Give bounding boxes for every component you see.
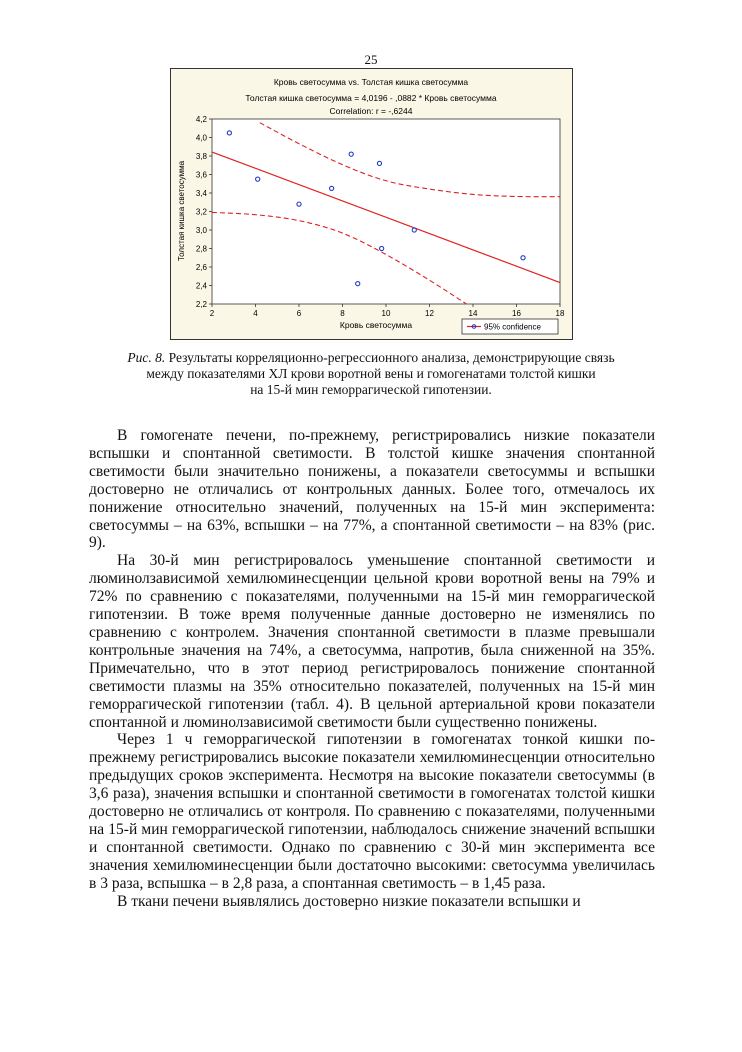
x-tick-label: 12 [425,309,434,318]
y-tick-label: 2,4 [195,281,207,291]
figure-8 [170,68,573,340]
legend-label: 95% confidence [484,322,541,332]
y-tick-label: 2,6 [195,263,207,272]
plot-area [212,119,560,304]
chart-subtitle: Толстая кишка светосумма = 4,0196 - ,0882 * Кровь светосумма [245,93,497,103]
y-tick-label: 4,2 [195,115,207,124]
caption-line-3: на 15-й мин геморрагической гипотензии. [250,382,492,397]
x-tick-label: 10 [381,309,391,318]
y-axis-label: Толстая кишка светосумма [177,160,186,262]
caption-text-1: Результаты корреляционно-регрессионного анализа, демонстрирующие связь [168,350,615,365]
x-tick-label: 6 [296,309,302,318]
x-tick-label: 4 [253,309,258,318]
y-tick-label: 3,4 [195,189,207,198]
y-tick-label: 3,8 [195,152,207,161]
x-tick-label: 18 [555,309,565,318]
y-tick-label: 3,6 [195,170,207,180]
paragraph-4: В ткани печени выявлялись достоверно низкие показатели вспышки и [117,892,581,910]
scatter-chart [170,68,573,340]
y-tick-label: 3,0 [195,226,207,235]
x-tick-label: 16 [512,309,521,318]
y-tick-label: 3,2 [195,207,207,217]
y-tick-label: 4,0 [195,133,207,143]
caption-line-2: между показателями ХЛ крови воротной вены и гомогенатами толстой кишки [146,366,596,381]
caption-label: Рис. 8. [127,350,166,365]
chart-legend [462,319,558,334]
paragraph-2: На 30-й мин регистрировалось уменьшение спонтанной светимости и люминолзависимой хемилюминесценции цельной крови воротной вены на 79% и 72% по сравнению с показателями, полученными на 15-й мин геморрагической гипотензии. В тоже время полученные данные достоверно не изменялись по сравнению с контролем. Значения спонтанной светимости в плазме превышали контрольные значения на 74%, а светосумма, напротив, была сниженной на 35%. Примечательно, что в этот период регистрировалось понижение спонтанной светимости плазмы на 35% относительно показателей, полученных на 15-й мин геморрагической гипотензии (табл. 4). В цельной артериальной крови показатели спонтанной и люминолзависимой светимости были существенно понижены. [89,552,655,731]
chart-title: Кровь светосумма vs. Толстая кишка светосумма [273,77,469,87]
x-tick-label: 14 [468,309,478,318]
chart-correlation: Correlation: r = -,6244 [329,106,413,116]
caption-line-1 [80,350,662,366]
page-number: 25 [364,52,378,67]
x-tick-label: 2 [209,309,215,318]
body-text [89,427,655,910]
paragraph-3: Через 1 ч геморрагической гипотензии в гомогенатах тонкой кишки по-прежнему регистрировались высокие показатели хемилюминесценции относительно предыдущих сроков эксперимента. Несмотря на высокие показатели светосуммы (в 3,6 раза), значения вспышки и спонтанной светимости в гомогенатах толстой кишки достоверно не отличались от контроля. По сравнению с показателями, полученными на 15-й мин геморрагической гипотензии, наблюдалось снижение значений вспышки и спонтанной светимости. Однако по сравнению с 30-й мин эксперимента все значения хемилюминесценции были достаточно высокими: светосумма увеличилась в 3 раза, вспышка – в 2,8 раза, а спонтанная светимость – в 1,45 раза. [89,731,655,892]
y-tick-label: 2,8 [195,244,207,254]
y-tick-label: 2,2 [195,300,207,309]
x-axis-label: Кровь светосумма [339,320,413,330]
x-tick-label: 8 [340,309,345,318]
paragraph-1: В гомогенате печени, по-прежнему, регистрировались низкие показатели вспышки и спонтанной светимости. В толстой кишке значения спонтанной светимости были значительно понижены, а показатели светосуммы и вспышки достоверно не отличались от контрольных данных. Более того, отмечалось их понижение относительно значений, полученных на 15-й мин эксперимента: светосуммы – на 63%, вспышки – на 77%, а спонтанной светимости – на 83% (рис. 9). [89,427,655,552]
figure-caption [80,350,662,398]
